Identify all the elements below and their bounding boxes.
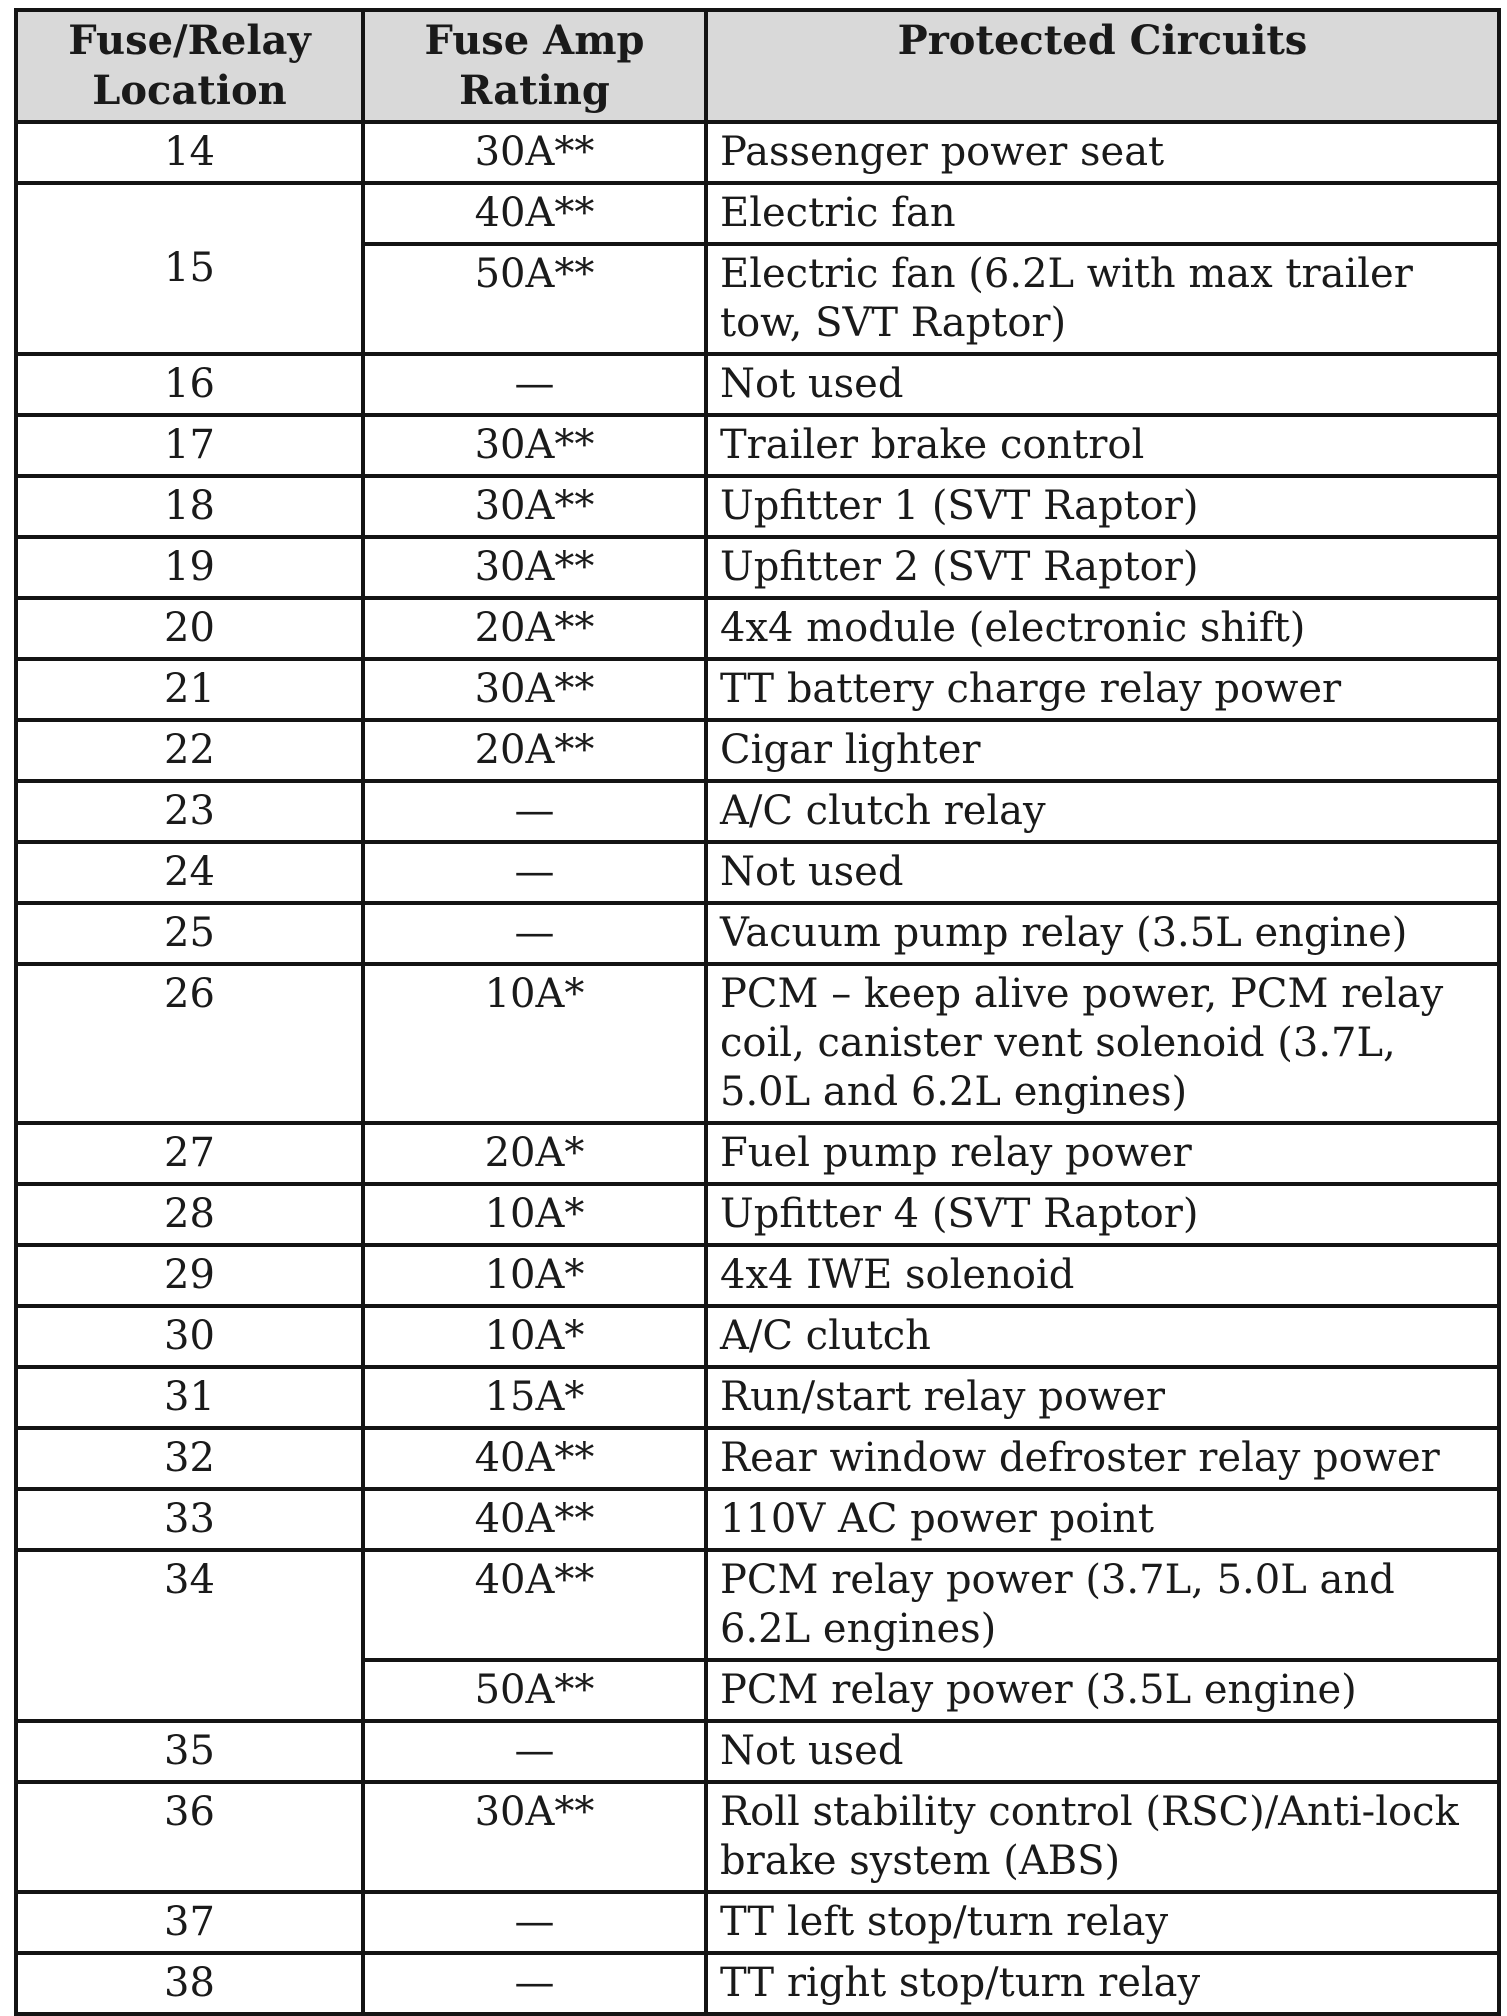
rating-cell: 10A* — [363, 1245, 706, 1306]
location-cell: 25 — [16, 903, 363, 964]
rating-cell: 15A* — [363, 1367, 706, 1428]
location-cell: 36 — [16, 1782, 363, 1892]
rating-cell: 40A** — [363, 1428, 706, 1489]
rating-cell: 10A* — [363, 1306, 706, 1367]
table-row — [16, 1245, 1499, 1306]
location-cell: 29 — [16, 1245, 363, 1306]
location-cell: 31 — [16, 1367, 363, 1428]
circuit-cell: Trailer brake control — [706, 415, 1499, 476]
location-cell: 17 — [16, 415, 363, 476]
circuit-cell: Electric fan — [706, 183, 1499, 244]
circuit-cell: A/C clutch — [706, 1306, 1499, 1367]
table-row — [16, 964, 1499, 1123]
rating-cell: 40A** — [363, 183, 706, 244]
location-cell: 15 — [16, 183, 363, 354]
table-row — [16, 1123, 1499, 1184]
circuit-cell: 4x4 module (electronic shift) — [706, 598, 1499, 659]
rating-cell: — — [363, 1953, 706, 2014]
rating-cell: 10A* — [363, 1184, 706, 1245]
header-rating-line1: Fuse Amp — [424, 17, 645, 64]
header-rating-line2: Rating — [459, 67, 610, 114]
header-location-line1: Fuse/Relay — [68, 17, 311, 64]
table-row — [16, 1721, 1499, 1782]
table-row — [16, 183, 1499, 244]
rating-cell: 40A** — [363, 1489, 706, 1550]
rating-cell: 30A** — [363, 659, 706, 720]
location-cell: 32 — [16, 1428, 363, 1489]
table-row — [16, 415, 1499, 476]
location-cell: 24 — [16, 842, 363, 903]
location-cell: 34 — [16, 1550, 363, 1721]
table-row — [16, 1367, 1499, 1428]
table-row — [16, 354, 1499, 415]
table-row — [16, 1782, 1499, 1892]
circuit-cell: Upfitter 2 (SVT Raptor) — [706, 537, 1499, 598]
rating-cell: 50A** — [363, 1660, 706, 1721]
table-header-row — [16, 10, 1499, 122]
rating-cell: — — [363, 842, 706, 903]
location-cell: 35 — [16, 1721, 363, 1782]
location-cell: 18 — [16, 476, 363, 537]
circuit-cell: Not used — [706, 842, 1499, 903]
rating-cell: — — [363, 354, 706, 415]
rating-cell: 20A** — [363, 720, 706, 781]
table-row — [16, 842, 1499, 903]
rating-cell: 20A** — [363, 598, 706, 659]
circuit-cell: TT battery charge relay power — [706, 659, 1499, 720]
location-cell: 38 — [16, 1953, 363, 2014]
table-row — [16, 720, 1499, 781]
circuit-cell: Passenger power seat — [706, 122, 1499, 183]
rating-cell: 10A* — [363, 964, 706, 1123]
rating-cell: 30A** — [363, 415, 706, 476]
table-row — [16, 659, 1499, 720]
circuit-cell: PCM – keep alive power, PCM relay coil, canister vent solenoid (3.7L, 5.0L and 6.2L engines) — [706, 964, 1499, 1123]
circuit-cell: TT right stop/turn relay — [706, 1953, 1499, 2014]
circuit-cell: Run/start relay power — [706, 1367, 1499, 1428]
circuit-cell: Vacuum pump relay (3.5L engine) — [706, 903, 1499, 964]
location-cell: 20 — [16, 598, 363, 659]
header-location — [16, 10, 363, 122]
circuit-cell: Rear window defroster relay power — [706, 1428, 1499, 1489]
rating-cell: 30A** — [363, 476, 706, 537]
table-row — [16, 1489, 1499, 1550]
circuit-cell: Cigar lighter — [706, 720, 1499, 781]
circuit-cell: Fuel pump relay power — [706, 1123, 1499, 1184]
rating-cell: 30A** — [363, 122, 706, 183]
location-cell: 30 — [16, 1306, 363, 1367]
rating-cell: 30A** — [363, 537, 706, 598]
location-cell: 27 — [16, 1123, 363, 1184]
header-circuits: Protected Circuits — [706, 10, 1499, 122]
table-row — [16, 1892, 1499, 1953]
location-cell: 26 — [16, 964, 363, 1123]
location-cell: 14 — [16, 122, 363, 183]
rating-cell: — — [363, 1892, 706, 1953]
circuit-cell: Electric fan (6.2L with max trailer tow, SVT Raptor) — [706, 244, 1499, 354]
table-row — [16, 781, 1499, 842]
circuit-cell: TT left stop/turn relay — [706, 1892, 1499, 1953]
circuit-cell: A/C clutch relay — [706, 781, 1499, 842]
table-row — [16, 1428, 1499, 1489]
circuit-cell: Roll stability control (RSC)/Anti-lock brake system (ABS) — [706, 1782, 1499, 1892]
location-cell: 28 — [16, 1184, 363, 1245]
table-row — [16, 1953, 1499, 2014]
location-cell: 21 — [16, 659, 363, 720]
header-location-line2: Location — [92, 67, 287, 114]
fuse-table-container — [14, 8, 1497, 2016]
circuit-cell: Upfitter 4 (SVT Raptor) — [706, 1184, 1499, 1245]
circuit-cell: Not used — [706, 1721, 1499, 1782]
circuit-cell: Not used — [706, 354, 1499, 415]
table-row — [16, 598, 1499, 659]
location-cell: 33 — [16, 1489, 363, 1550]
fuse-relay-table — [14, 8, 1501, 2016]
circuit-cell: 110V AC power point — [706, 1489, 1499, 1550]
table-row — [16, 537, 1499, 598]
table-row — [16, 903, 1499, 964]
rating-cell: — — [363, 903, 706, 964]
circuit-cell: Upfitter 1 (SVT Raptor) — [706, 476, 1499, 537]
circuit-cell: PCM relay power (3.5L engine) — [706, 1660, 1499, 1721]
location-cell: 23 — [16, 781, 363, 842]
rating-cell: — — [363, 1721, 706, 1782]
header-rating — [363, 10, 706, 122]
table-row — [16, 476, 1499, 537]
location-cell: 37 — [16, 1892, 363, 1953]
location-cell: 22 — [16, 720, 363, 781]
table-row — [16, 1550, 1499, 1660]
location-cell: 16 — [16, 354, 363, 415]
rating-cell: 30A** — [363, 1782, 706, 1892]
circuit-cell: PCM relay power (3.7L, 5.0L and 6.2L engines) — [706, 1550, 1499, 1660]
rating-cell: — — [363, 781, 706, 842]
rating-cell: 50A** — [363, 244, 706, 354]
circuit-cell: 4x4 IWE solenoid — [706, 1245, 1499, 1306]
rating-cell: 40A** — [363, 1550, 706, 1660]
table-row — [16, 1306, 1499, 1367]
location-cell: 19 — [16, 537, 363, 598]
rating-cell: 20A* — [363, 1123, 706, 1184]
table-row — [16, 1184, 1499, 1245]
table-row — [16, 122, 1499, 183]
